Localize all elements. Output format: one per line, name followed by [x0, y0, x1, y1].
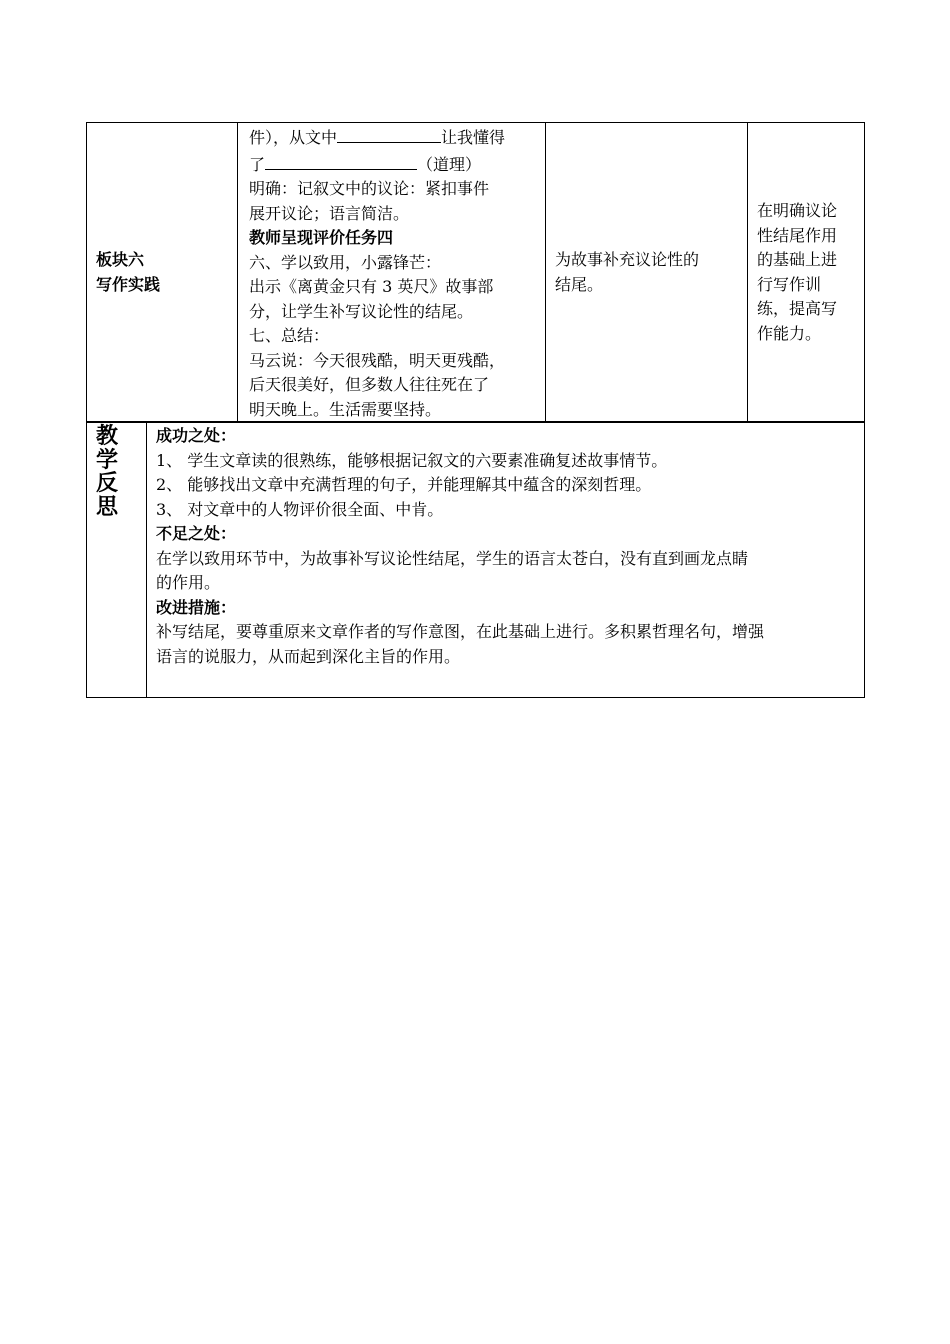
process-line: 明天晚上。生活需要坚持。	[249, 399, 442, 419]
student-activity-line: 结尾。	[555, 274, 604, 294]
teaching-process-text	[238, 123, 545, 422]
reflection-content-cell	[147, 422, 865, 698]
process-line-after: （道理）	[417, 154, 482, 174]
reflection-line: 2、 能够找出文章中充满哲理的句子，并能理解其中蕴含的深刻哲理。	[156, 475, 652, 494]
purpose-line: 作能力。	[757, 323, 822, 343]
reflection-text	[147, 422, 864, 669]
process-line	[249, 151, 545, 178]
process-line: 展开议论；语言简洁。	[249, 203, 410, 223]
table-row	[87, 123, 865, 423]
purpose-line: 在明确议论	[757, 201, 838, 220]
reflection-line: 1、 学生文章读的很熟练，能够根据记叙文的六要素准确复述故事情节。	[156, 450, 668, 470]
reflection-label-cell	[87, 422, 147, 698]
reflection-line: 不足之处：	[156, 524, 237, 543]
section-label-line1: 板块六	[96, 250, 145, 269]
purpose-line: 性结尾作用	[757, 225, 838, 245]
lesson-block-table	[86, 122, 865, 423]
design-purpose-cell	[748, 123, 865, 423]
process-line: 明确：记叙文中的议论：紧扣事件	[249, 179, 490, 198]
process-line: 分，让学生补写议论性的结尾。	[249, 301, 474, 321]
process-line: 后天很美好，但多数人往往死在了	[249, 375, 490, 394]
fill-in-blank	[265, 151, 417, 170]
reflection-label-char: 思	[96, 494, 119, 520]
teaching-process-cell	[238, 123, 546, 423]
process-line-before: 了	[249, 154, 266, 174]
process-line: 七、总结：	[249, 326, 330, 345]
section-label-cell	[87, 123, 238, 423]
process-line-after: 让我懂得	[441, 128, 506, 147]
reflection-line: 改进措施：	[156, 597, 237, 617]
reflection-line: 成功之处：	[156, 426, 237, 445]
process-line	[249, 124, 545, 151]
fill-in-blank	[337, 124, 441, 143]
reflection-label-char: 教	[96, 424, 119, 449]
reflection-table	[86, 421, 865, 698]
student-activity-line: 为故事补充议论性的	[555, 250, 700, 269]
reflection-label-char: 学	[96, 447, 119, 473]
process-line: 马云说：今天很残酷，明天更残酷，	[249, 350, 506, 370]
reflection-line: 的作用。	[156, 573, 221, 592]
purpose-line: 练，提高写	[757, 299, 838, 318]
reflection-line: 补写结尾，要尊重原来文章作者的写作意图，在此基础上进行。多积累哲理名句，增强	[156, 622, 765, 641]
design-purpose-text	[748, 199, 864, 346]
process-line: 六、学以致用，小露锋芒：	[249, 252, 442, 272]
process-line: 教师呈现评价任务四	[249, 228, 394, 247]
reflection-label-char: 反	[96, 471, 119, 496]
reflection-line: 语言的说服力，从而起到深化主旨的作用。	[156, 646, 461, 666]
section-label-line2: 写作实践	[96, 274, 161, 294]
reflection-line: 3、 对文章中的人物评价很全面、中肯。	[156, 499, 444, 519]
process-line-before: 件），从文中	[249, 128, 338, 147]
process-line: 出示《离黄金只有 3 英尺》故事部	[249, 277, 494, 296]
student-activity-text	[546, 248, 747, 297]
reflection-label	[87, 422, 146, 519]
purpose-line: 的基础上进	[757, 250, 838, 269]
reflection-line: 在学以致用环节中，为故事补写议论性结尾，学生的语言太苍白，没有直到画龙点睛	[156, 548, 749, 568]
purpose-line: 行写作训	[757, 274, 822, 294]
student-activity-cell	[546, 123, 748, 423]
table-row	[87, 422, 865, 698]
